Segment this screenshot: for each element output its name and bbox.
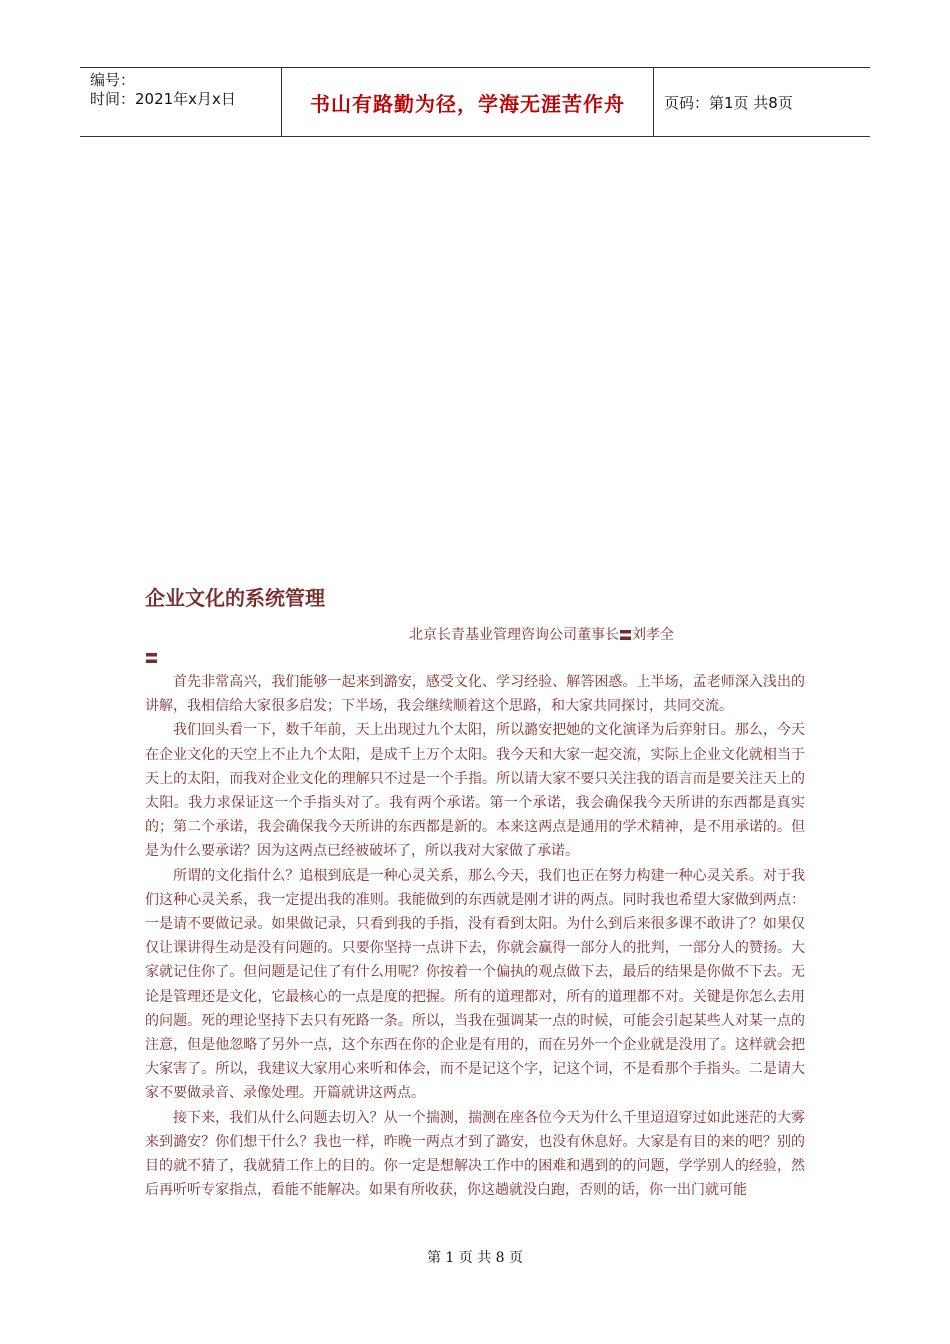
header-motto-cell — [282, 68, 654, 136]
motto: 书山有路勤为径，学海无涯苦作舟 — [310, 91, 625, 116]
paragraph: 接下来，我们从什么问题去切入？从一个揣测，揣测在座各位今天为什么千里迢迢穿过如此迷茫的大雾来到潞安？你们想干什么？我也一样，昨晚一两点才到了潞安，也没有休息好。大家是有目的来的吧？别的目的就不猜了，我就猜工作上的目的。你一定是想解决工作中的困难和遇到的的问题，学学别人的经验，然后再听听专家指点，看能不能解决。如果有所收获，你这趟就没白跑，否则的话，你一出门就可能 — [145, 1109, 805, 1199]
paragraph: 所谓的文化指什么？追根到底是一种心灵关系，那么今天，我们也正在努力构建一种心灵关系。对于我们这种心灵关系，我一定提出我的准则。我能做到的东西就是刚才讲的两点。同时我也希望大家做到两点：一是请不要做记录。如果做记录，只看到我的手指，没有看到太阳。为什么到后来很多课不敢讲了？如果仅仅让课讲得生动是没有问题的。只要你坚持一点讲下去，你就会赢得一部分人的批判，一部分人的赞扬。大家就记住你了。但问题是记住了有什么用呢？你按着一个偏执的观点做下去，最后的结果是你做不下去。无论是管理还是文化，它最核心的一点是度的把握。所有的道理都对，所有的道理都不对。关键是你怎么去用的问题。死的理论坚持下去只有死路一条。所以，当我在强调某一点的时候，可能会引起某些人对某一点的注意，但是他忽略了另外一点，这个东西在你的企业是有用的，而在另外一个企业就是没用了。这样就会把大家害了。所以，我建议大家用心来听和体会，而不是记这个字，记这个词，不是看那个手指头。二是请大家不要做录音、录像处理。开篇就讲这两点。 — [145, 867, 805, 1102]
header-table — [80, 67, 870, 137]
document-title: 企业文化的系统管理 — [145, 586, 325, 610]
author-line — [409, 624, 674, 644]
document-body — [145, 670, 805, 1202]
separator-mark — [146, 653, 157, 663]
separator-mark — [620, 630, 631, 640]
paragraph: 首先非常高兴，我们能够一起来到潞安，感受文化、学习经验、解答困惑。上半场，孟老师深入浅出的讲解，我相信给大家很多启发；下半场，我会继续顺着这个思路，和大家共同探讨，共同交流。 — [145, 674, 805, 715]
time-label: 时间：2021年x月x日 — [90, 90, 236, 108]
page-footer: 第 1 页 共 8 页 — [426, 1250, 524, 1266]
header-page-cell — [654, 68, 870, 136]
author-affiliation: 北京长青基业管理咨询公司董事长 — [409, 627, 619, 643]
page-code: 页码：第1页 共8页 — [664, 93, 793, 112]
header-meta-cell — [80, 68, 282, 136]
author-name: 刘孝全 — [632, 627, 674, 643]
number-label: 编号： — [90, 71, 136, 89]
paragraph: 我们回头看一下，数千年前，天上出现过九个太阳，所以潞安把她的文化演译为后弈射日。那么，今天在企业文化的天空上不止九个太阳，是成千上万个太阳。我今天和大家一起交流，实际上企业文化就相当于天上的太阳，而我对企业文化的理解只不过是一个手指。所以请大家不要只关注我的语言而是要关注天上的太阳。我力求保证这一个手指头对了。我有两个承诺。第一个承诺，我会确保我今天所讲的东西都是真实的；第二个承诺，我会确保我今天所讲的东西都是新的。本来这两点是通用的学术精神，是不用承诺的。但是为什么要承诺？因为这两点已经被破坏了，所以我对大家做了承诺。 — [145, 722, 805, 860]
